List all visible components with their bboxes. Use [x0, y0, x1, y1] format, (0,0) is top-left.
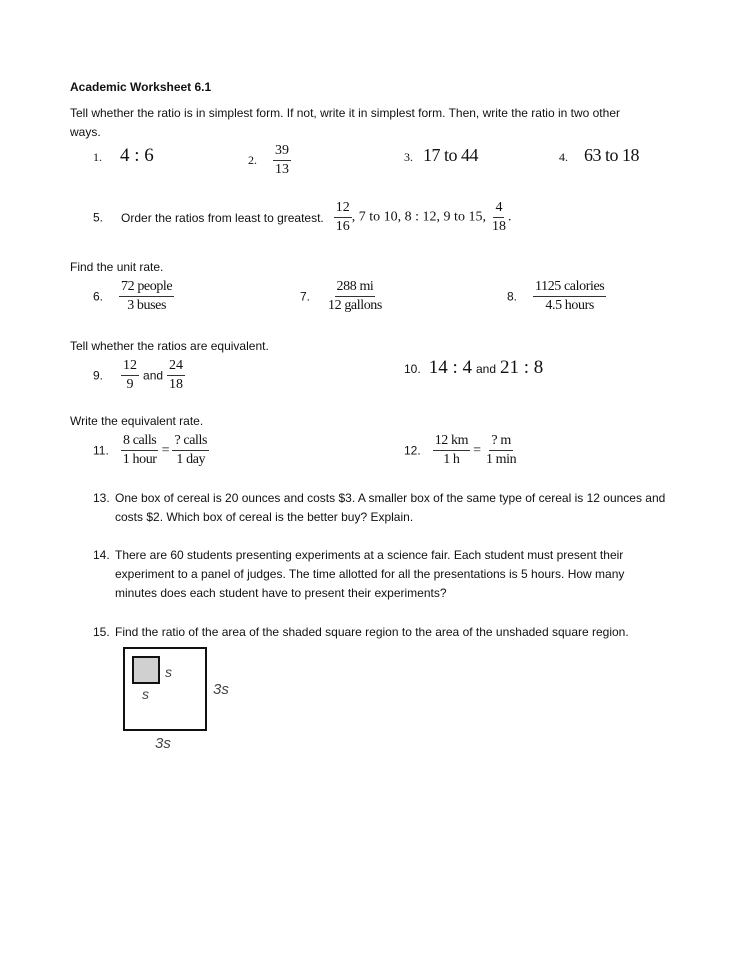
problem-7 [300, 279, 384, 314]
numerator: 4 [493, 200, 504, 218]
unit-rate-fraction [119, 279, 174, 314]
problem-3 [404, 145, 478, 166]
ratio-left: 14 : 4 [428, 357, 472, 378]
denominator: 18 [491, 219, 506, 234]
problem-11 [93, 433, 209, 468]
denominator: 16 [335, 219, 350, 234]
denominator: 1 day [176, 452, 206, 467]
fraction-left [121, 433, 159, 468]
problem-10 [404, 357, 543, 379]
worksheet-title: Academic Worksheet 6.1 [70, 80, 212, 94]
ratio-expression: 63 to 18 [584, 145, 640, 165]
shaded-inner-square [132, 656, 160, 684]
problem-12 [404, 433, 518, 468]
problem-2 [248, 143, 291, 178]
denominator: 3 buses [127, 298, 167, 313]
problem-15 [93, 623, 629, 642]
problem-number: 8. [507, 289, 518, 304]
problem-number: 11. [93, 443, 109, 458]
outer-side-bottom-label: 3s [155, 735, 171, 752]
section1-instruction-line2: ways. [70, 125, 101, 139]
equals-sign: = [473, 442, 481, 458]
inner-side-right-label: s [165, 664, 172, 680]
problem-number: 14. [93, 548, 110, 562]
problem-4 [559, 145, 639, 166]
denominator: 12 gallons [328, 298, 382, 313]
numerator: 24 [167, 358, 185, 376]
problem-1 [93, 145, 154, 167]
problem-number: 4. [559, 150, 568, 164]
problem-line: minutes does each student have to present their experiments? [115, 586, 447, 600]
fraction-12-16 [334, 200, 352, 235]
numerator: 1125 calories [533, 279, 606, 297]
problem-number: 9. [93, 368, 104, 383]
denominator: 1 h [443, 452, 460, 467]
problem-number: 6. [93, 289, 104, 304]
problem-number: 12. [404, 443, 421, 458]
problem-9 [93, 358, 185, 393]
numerator: ? m [489, 433, 512, 451]
section3-instruction: Tell whether the ratios are equivalent. [70, 339, 269, 353]
problem-number: 7. [300, 289, 311, 304]
unit-rate-fraction [533, 279, 606, 314]
problem-line: experiment to a panel of judges. The time allotted for all the presentations is 5 hours. How many [115, 567, 625, 581]
problem-13 [93, 489, 665, 527]
numerator: 72 people [119, 279, 174, 297]
numerator: 12 km [433, 433, 470, 451]
numerator: 288 mi [335, 279, 376, 297]
numerator: 39 [273, 143, 291, 161]
fraction-4-18 [490, 200, 508, 235]
problem-14 [93, 546, 624, 603]
outer-side-right-label: 3s [213, 681, 229, 698]
equals-sign: = [161, 442, 170, 458]
problem-number: 15. [93, 625, 110, 639]
problem-number: 13. [93, 491, 110, 505]
problem-number: 3. [404, 150, 413, 164]
ratio-right: 21 : 8 [500, 357, 544, 378]
problem-number: 1. [93, 150, 102, 164]
denominator: 18 [169, 377, 184, 392]
inner-side-bottom-label: s [142, 686, 149, 702]
problem-line: costs $2. Which box of cereal is the better buy? Explain. [115, 510, 414, 524]
problem-text: Order the ratios from least to greatest. [121, 210, 324, 225]
problem-line: There are 60 students presenting experiments at a science fair. Each student must present their [115, 548, 624, 562]
problem-line: Find the ratio of the area of the shaded square region to the area of the unshaded square region. [115, 625, 629, 639]
and-label: and [475, 362, 496, 376]
denominator: 1 hour [122, 452, 157, 467]
numerator: 12 [121, 358, 139, 376]
fraction-left [433, 433, 470, 468]
denominator: 13 [275, 162, 289, 177]
fraction-right [484, 433, 518, 468]
and-label: and [143, 368, 164, 383]
unit-rate-fraction [326, 279, 384, 314]
fraction-24-18 [167, 358, 185, 393]
section1-instruction-line1: Tell whether the ratio is in simplest form. If not, write it in simplest form. Then, write the ratio in two other [70, 106, 620, 120]
ratio-expression: 4 : 6 [120, 145, 154, 166]
problem-8 [507, 279, 606, 314]
section4-instruction: Write the equivalent rate. [70, 414, 204, 428]
section2-instruction: Find the unit rate. [70, 260, 164, 274]
problem-line: One box of cereal is 20 ounces and costs $3. A smaller box of the same type of cereal is 12 ounces and [115, 491, 666, 505]
numerator: ? calls [172, 433, 209, 451]
denominator: 9 [126, 377, 134, 392]
denominator: 1 min [485, 452, 517, 467]
problem-5 [93, 200, 511, 235]
ratio-expression: 17 to 44 [423, 145, 479, 165]
fraction-12-9 [121, 358, 139, 393]
ratio-list: , 7 to 10, 8 : 12, 9 to 15, [351, 209, 486, 225]
period: . [507, 209, 512, 225]
problem-number: 2. [248, 153, 257, 167]
fraction [273, 143, 291, 178]
problem-number: 10. [404, 362, 421, 376]
numerator: 8 calls [121, 433, 158, 451]
numerator: 12 [334, 200, 352, 218]
fraction-right [172, 433, 209, 468]
problem-6 [93, 279, 174, 314]
denominator: 4.5 hours [545, 298, 594, 313]
problem-number: 5. [93, 210, 104, 225]
